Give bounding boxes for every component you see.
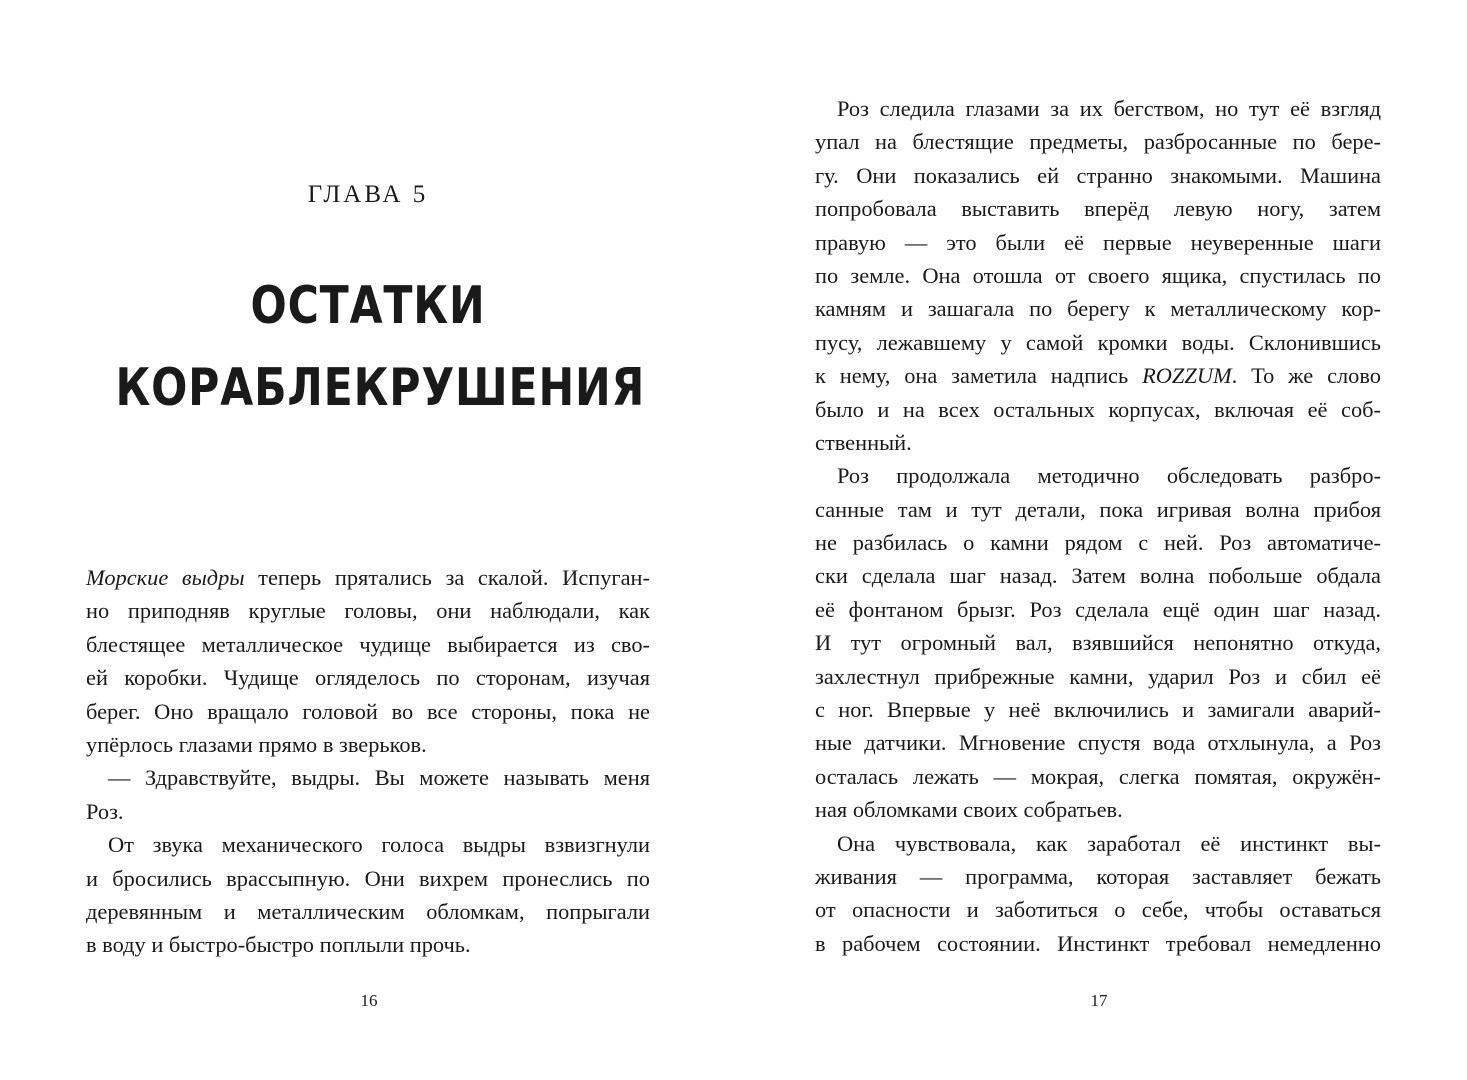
line-text: камням и зашагала по берегу к металлическому кор- [815, 296, 1381, 322]
line-text: ственный. [815, 429, 912, 455]
line-text: от опасности и заботиться о себе, чтобы оставаться [815, 897, 1381, 923]
text-line [86, 862, 650, 895]
line-text: Роз продолжала методично обследовать разбро- [837, 463, 1381, 489]
italic-text: ROZZUM [1142, 363, 1232, 389]
text-line [815, 559, 1381, 592]
page-number-right: 17 [1090, 991, 1108, 1010]
text-line [86, 594, 650, 627]
italic-text: Морские выдры [86, 565, 245, 590]
line-text: было и на всех остальных корпусах, включая её соб- [815, 396, 1381, 422]
line-text: гу. Они показались ей странно знакомыми. Машина [815, 162, 1381, 188]
line-text: Роз следила глазами за их бегством, но тут её взгляд [837, 96, 1381, 121]
text-line [815, 860, 1381, 893]
line-text: правую — это были её первые неуверенные шаги [815, 229, 1381, 255]
text-line [815, 493, 1381, 526]
line-text: От звука механического голоса выдры взвизгнули [108, 832, 650, 858]
text-line [815, 226, 1381, 259]
right-page-body [815, 92, 1381, 960]
text-line [86, 895, 650, 928]
line-text: ей коробки. Чудище огляделось по сторонам, изучая [86, 665, 650, 691]
chapter-title-line: ОСТАТКИ [250, 276, 486, 336]
line-text: упал на блестящие предметы, разбросанные по бере- [815, 129, 1381, 155]
text-line [86, 728, 650, 761]
line-text: И тут огромный вал, взявшийся непонятно откуда, [815, 630, 1381, 656]
line-text: захлестнул прибрежные камни, ударил Роз и сбил её [815, 663, 1381, 689]
text-line [815, 726, 1381, 759]
line-text: не разбилась о камни рядом с ней. Роз автоматиче- [815, 530, 1381, 556]
text-line [86, 828, 650, 861]
text-line [86, 561, 650, 594]
line-text: живания — программа, которая заставляет бежать [815, 863, 1381, 889]
text-line [815, 526, 1381, 559]
text-line [86, 795, 650, 828]
text-line [815, 359, 1381, 392]
text-line [815, 593, 1381, 626]
line-text: ная обломками своих собратьев. [815, 797, 1123, 823]
line-text: теперь прятались за скалой. Испуган- [244, 565, 650, 590]
line-text: Она чувствовала, как заработал её инстинкт вы- [837, 830, 1381, 856]
line-text: с ног. Впервые у неё включились и замигали аварий- [815, 697, 1381, 723]
page-number-left: 16 [360, 991, 378, 1010]
line-text: санные там и тут детали, пока игривая волна прибоя [815, 496, 1381, 522]
left-page-body [86, 561, 650, 962]
text-line [815, 125, 1381, 158]
right-page [733, 0, 1467, 1080]
line-text: в рабочем состоянии. Инстинкт требовал немедленно [815, 930, 1381, 956]
chapter-label: ГЛАВА 5 [307, 181, 429, 208]
line-text: в воду и быстро-быстро поплыли прочь. [86, 932, 471, 958]
line-text: ски сделала шаг назад. Затем волна побольше обдала [815, 563, 1381, 589]
text-line [815, 92, 1381, 125]
line-text: берег. Оно вращало головой во все стороны, пока не [86, 698, 650, 724]
line-text: к нему, она заметила надпись [815, 363, 1143, 389]
chapter-title [115, 265, 646, 429]
text-line [815, 693, 1381, 726]
text-line [815, 626, 1381, 659]
line-text: попробовала выставить вперёд левую ногу, затем [815, 196, 1381, 222]
line-text: пусу, лежавшему у самой кромки воды. Склонившись [815, 329, 1381, 355]
text-line [815, 893, 1381, 926]
text-line [815, 827, 1381, 860]
chapter-title-line: КОРАБЛЕКРУШЕНИЯ [115, 358, 646, 418]
line-text: . То же слово [1231, 363, 1381, 389]
line-text: её фонтаном брызг. Роз сделала ещё один шаг назад. [815, 596, 1381, 622]
text-line [815, 393, 1381, 426]
line-text: деревянным и металлическим обломкам, попрыгали [86, 898, 650, 924]
text-line [86, 628, 650, 661]
text-line [815, 793, 1381, 826]
left-page [0, 0, 733, 1080]
text-line [815, 326, 1381, 359]
text-line [815, 292, 1381, 325]
text-line [815, 459, 1381, 492]
text-line [815, 192, 1381, 225]
text-line [815, 426, 1381, 459]
line-text: — Здравствуйте, выдры. Вы можете называть меня [108, 765, 650, 791]
line-text: Роз. [86, 798, 124, 824]
text-line [86, 661, 650, 694]
line-text: ные датчики. Мгновение спустя вода отхлынула, а Роз [815, 730, 1381, 756]
text-line [815, 660, 1381, 693]
line-text: осталась лежать — мокрая, слегка помятая, окружён- [815, 763, 1381, 789]
line-text: и бросились врассыпную. Они вихрем пронеслись по [86, 865, 650, 891]
line-text: но приподняв круглые головы, они наблюдали, как [86, 598, 650, 624]
text-line [86, 695, 650, 728]
text-line [86, 761, 650, 794]
text-line [815, 760, 1381, 793]
line-text: по земле. Она отошла от своего ящика, спустилась по [815, 262, 1381, 288]
text-line [815, 259, 1381, 292]
text-line [86, 928, 650, 961]
line-text: упёрлось глазами прямо в зверьков. [86, 731, 427, 757]
text-line [815, 159, 1381, 192]
line-text: блестящее металлическое чудище выбирается из сво- [86, 631, 650, 657]
text-line [815, 927, 1381, 960]
